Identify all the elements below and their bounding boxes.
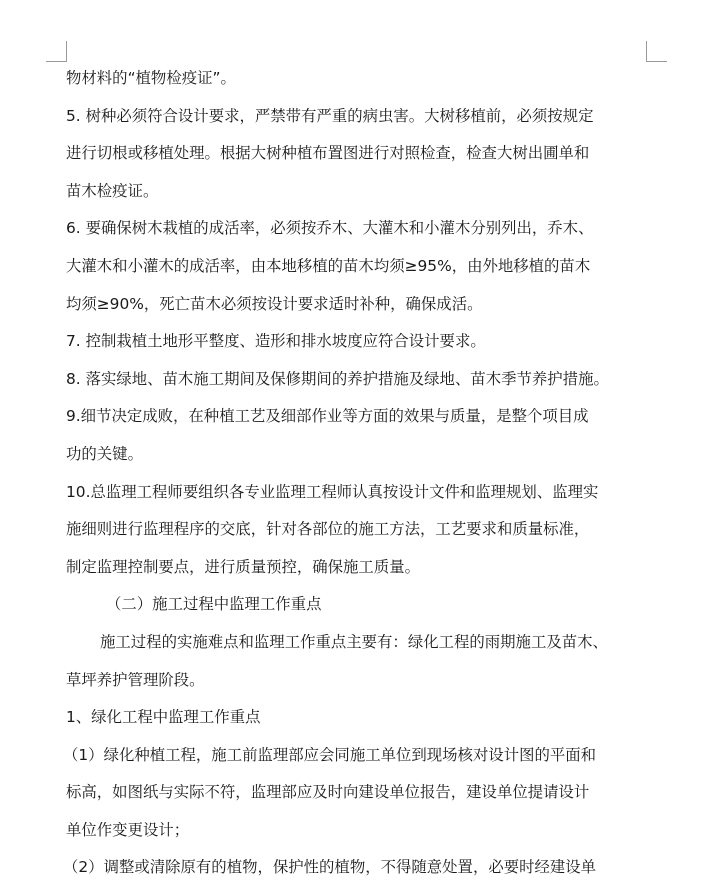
text-line: 功的关键。 (66, 444, 143, 463)
text-line: 苗木检疫证。 (66, 181, 159, 200)
text-line: （2）调整或清除原有的植物，保护性的植物，不得随意处置，必要时经建设单 (63, 858, 597, 877)
text-line: （1）绿化种植工程，施工前监理部应会同施工单位到现场核对设计图的平面和 (63, 745, 597, 764)
text-line: 进行切根或移植处理。根据大树种植布置图进行对照检查，检查大树出圃单和 (66, 144, 590, 163)
crop-mark-top-left (46, 41, 67, 62)
text-line: 均须≥90%，死亡苗木必须按设计要求适时补种，确保成活。 (66, 294, 483, 313)
text-line: 施细则进行监理程序的交底，针对各部位的施工方法，工艺要求和质量标准， (66, 520, 590, 539)
text-line: 7. 控制栽植土地形平整度、造形和排水坡度应符合设计要求。 (66, 332, 486, 351)
text-line: 大灌木和小灌木的成活率，由本地移植的苗木均须≥95%，由外地移植的苗木 (66, 256, 591, 275)
text-line: 5. 树种必须符合设计要求，严禁带有严重的病虫害。大树移植前，必须按规定 (66, 106, 594, 125)
text-line: 标高，如图纸与实际不符，监理部应及时向建设单位报告，建设单位提请设计 (66, 783, 590, 802)
document-body (63, 60, 648, 887)
text-line: 草坪养护管理阶段。 (66, 670, 205, 689)
text-line: 制定监理控制要点，进行质量预控，确保施工质量。 (66, 557, 420, 576)
text-line: （二）施工过程中监理工作重点 (106, 595, 322, 614)
text-line: 9.细节决定成败，在种植工艺及细部作业等方面的效果与质量，是整个项目成 (66, 407, 589, 426)
text-line: 单位作变更设计； (66, 820, 190, 839)
text-line: 10.总监理工程师要组织各专业监理工程师认真按设计文件和监理规划、监理实 (66, 482, 599, 501)
text-line: 6. 要确保树木栽植的成活率，必须按乔木、大灌木和小灌木分别列出，乔木、 (66, 219, 594, 238)
text-line: 施工过程的实施难点和监理工作重点主要有：绿化工程的雨期施工及苗木、 (100, 632, 608, 651)
crop-mark-top-right (646, 41, 667, 62)
text-line: 物材料的“植物检疫证”。 (66, 69, 236, 87)
text-line: 1、绿化工程中监理工作重点 (66, 708, 261, 727)
text-line: 8. 落实绿地、苗木施工期间及保修期间的养护措施及绿地、苗木季节养护措施。 (66, 369, 609, 388)
